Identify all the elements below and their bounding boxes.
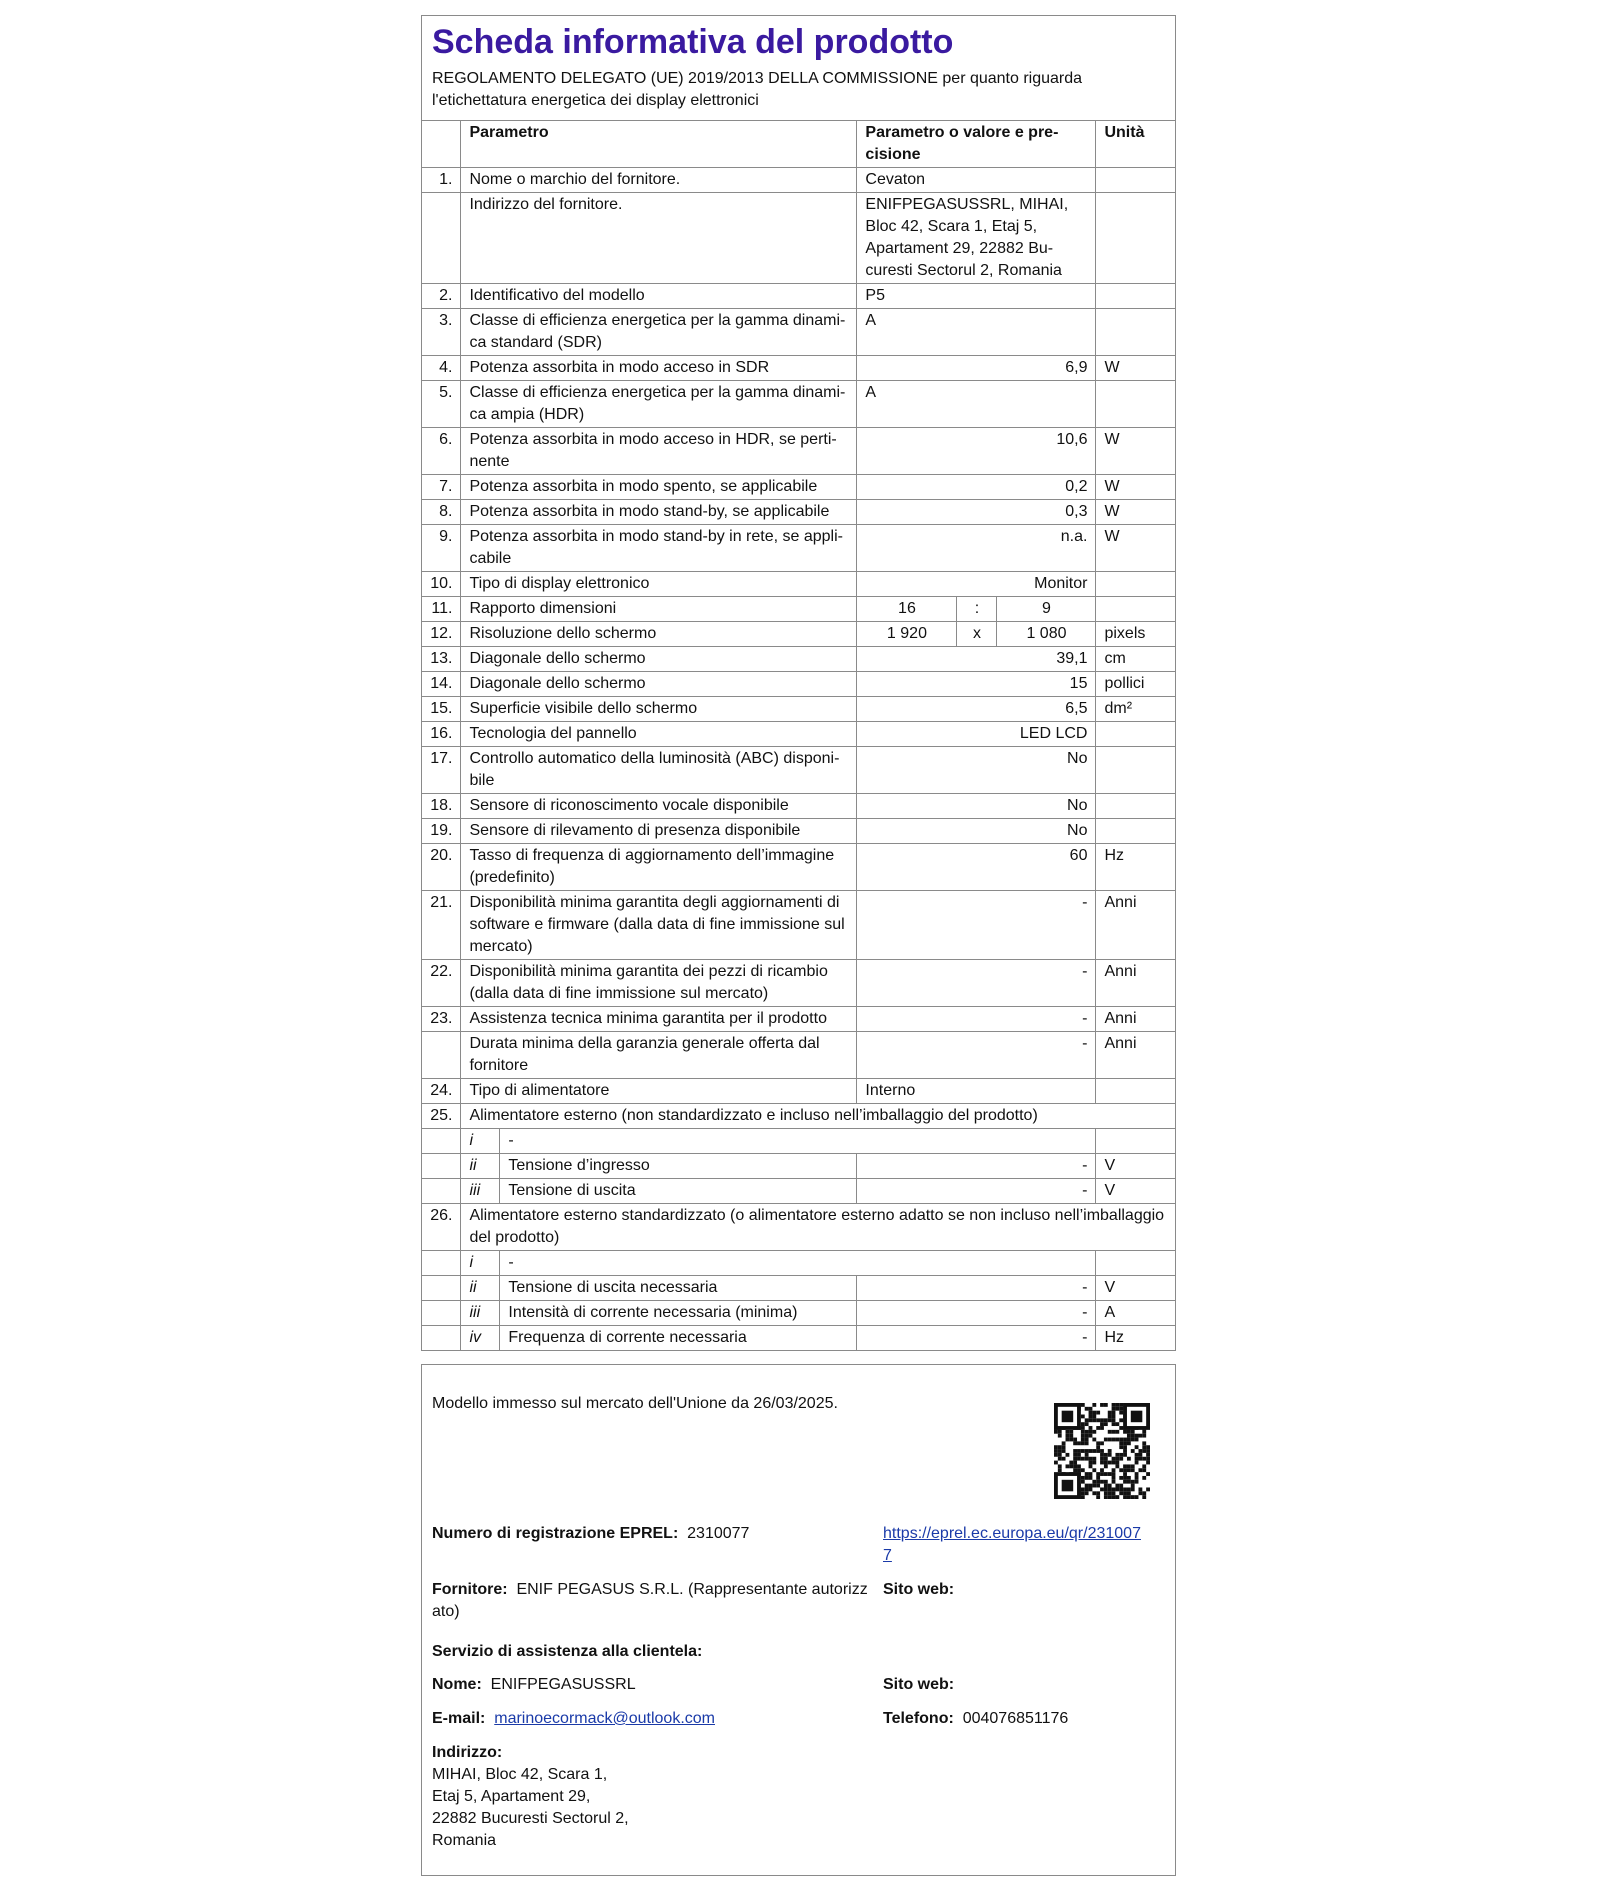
sub-unit: V [1096, 1154, 1175, 1179]
row-unit: dm² [1096, 697, 1175, 722]
table-subrow [422, 1276, 1175, 1301]
row-unit [1096, 794, 1175, 819]
row-label: Classe di efficienza energetica per la gamma dinamica ampia (HDR) [461, 381, 857, 428]
table-row [422, 193, 1175, 284]
sub-index: ii [461, 1154, 500, 1179]
address-line: Etaj 5, Apartament 29, [432, 1788, 591, 1805]
header-cell-num [422, 121, 461, 168]
table-row [422, 1032, 1175, 1079]
spec-box [421, 15, 1176, 1351]
row-unit: W [1096, 500, 1175, 525]
row-value: No [857, 747, 1096, 794]
sub-value: - [857, 1301, 1096, 1326]
table-subrow [422, 1179, 1175, 1204]
row-number: 10. [422, 572, 461, 597]
sub-index: iii [461, 1301, 500, 1326]
row-value: LED LCD [857, 722, 1096, 747]
sub-label: Tensione d’ingresso [500, 1154, 857, 1179]
row-unit: Anni [1096, 1007, 1175, 1032]
sub-unit [1096, 1251, 1175, 1276]
sub-index: iv [461, 1326, 500, 1351]
row-unit [1096, 747, 1175, 794]
row-unit [1096, 722, 1175, 747]
row-number: 26. [422, 1204, 461, 1251]
row-number: 2. [422, 284, 461, 309]
row-value: No [857, 819, 1096, 844]
row-number: 8. [422, 500, 461, 525]
row-label: Superficie visibile dello schermo [461, 697, 857, 722]
row-number: 14. [422, 672, 461, 697]
header-cell-value: Parametro o valore e precisione [857, 121, 1096, 168]
row-value: 10,6 [857, 428, 1096, 475]
name-value: ENIFPEGASUSSRL [490, 1676, 636, 1693]
row-label: Sensore di rilevamento di presenza disponibile [461, 819, 857, 844]
table-row [422, 672, 1175, 697]
row-number: 20. [422, 844, 461, 891]
row-label: Potenza assorbita in modo acceso in HDR, se pertinente [461, 428, 857, 475]
row-unit: cm [1096, 647, 1175, 672]
header-cell-param: Parametro [461, 121, 857, 168]
sub-index: i [461, 1251, 500, 1276]
table-row [422, 819, 1175, 844]
spec-table [422, 121, 1175, 1350]
row-number: 11. [422, 597, 461, 622]
sub-label: - [500, 1129, 1096, 1154]
row-label: Potenza assorbita in modo stand-by, se applicabile [461, 500, 857, 525]
row-value: P5 [857, 284, 1096, 309]
customer-service-label: Servizio di assistenza alla clientela: [432, 1643, 703, 1660]
sub-label: - [500, 1251, 1096, 1276]
row-number [422, 193, 461, 284]
row-value: - [857, 891, 1096, 960]
table-row [422, 722, 1175, 747]
row-unit [1096, 1079, 1175, 1104]
row-number: 25. [422, 1104, 461, 1129]
row-value: 0,2 [857, 475, 1096, 500]
row-label: Diagonale dello schermo [461, 672, 857, 697]
row-label: Risoluzione dello schermo [461, 622, 857, 647]
row-label: Identificativo del modello [461, 284, 857, 309]
sub-label: Tensione di uscita [500, 1179, 857, 1204]
sub-unit [1096, 1129, 1175, 1154]
row-unit: Anni [1096, 891, 1175, 960]
row-value: 0,3 [857, 500, 1096, 525]
table-row [422, 647, 1175, 672]
row-number: 17. [422, 747, 461, 794]
phone-label: Telefono: [883, 1710, 954, 1727]
row-unit [1096, 381, 1175, 428]
sub-unit: Hz [1096, 1326, 1175, 1351]
table-subrow [422, 1154, 1175, 1179]
row-number: 22. [422, 960, 461, 1007]
row-number [422, 1301, 461, 1326]
table-row [422, 284, 1175, 309]
row-value: A [857, 309, 1096, 356]
row-value: - [857, 960, 1096, 1007]
address-line: MIHAI, Bloc 42, Scara 1, [432, 1766, 608, 1783]
table-row [422, 500, 1175, 525]
row-label: Nome o marchio del fornitore. [461, 168, 857, 193]
sub-value: - [857, 1179, 1096, 1204]
table-header-row [422, 121, 1175, 168]
table-subrow [422, 1326, 1175, 1351]
service-email [432, 1708, 715, 1730]
supplier-label: Fornitore: [432, 1581, 508, 1598]
address-line: Romania [432, 1832, 497, 1849]
row-label: Potenza assorbita in modo stand-by in rete, se applicabile [461, 525, 857, 572]
row-value-b: 1 080 [997, 622, 1096, 647]
sub-unit: V [1096, 1276, 1175, 1301]
table-row [422, 747, 1175, 794]
email-label: E-mail: [432, 1710, 486, 1727]
row-value: Interno [857, 1079, 1096, 1104]
row-unit: Anni [1096, 1032, 1175, 1079]
row-number: 24. [422, 1079, 461, 1104]
sub-value: - [857, 1326, 1096, 1351]
table-row [422, 356, 1175, 381]
row-value: 6,9 [857, 356, 1096, 381]
row-value: No [857, 794, 1096, 819]
row-number: 7. [422, 475, 461, 500]
sub-index: i [461, 1129, 500, 1154]
row-unit [1096, 597, 1175, 622]
website2-label: Sito web: [883, 1676, 955, 1693]
row-number [422, 1251, 461, 1276]
supplier-info [432, 1579, 872, 1623]
row-label: Disponibilità minima garantita dei pezzi di ricambio (dalla data di fine immissione sul mercato) [461, 960, 857, 1007]
row-value-a: 16 [857, 597, 957, 622]
row-number: 15. [422, 697, 461, 722]
row-value: 15 [857, 672, 1096, 697]
row-value-sep: x [957, 622, 997, 647]
sub-label: Frequenza di corrente necessaria [500, 1326, 857, 1351]
table-row [422, 844, 1175, 891]
row-label: Assistenza tecnica minima garantita per il prodotto [461, 1007, 857, 1032]
service-phone [883, 1708, 1068, 1730]
row-number [422, 1326, 461, 1351]
row-unit: W [1096, 356, 1175, 381]
row-value: 60 [857, 844, 1096, 891]
row-number [422, 1154, 461, 1179]
table-row [422, 572, 1175, 597]
table-row [422, 525, 1175, 572]
table-row [422, 697, 1175, 722]
sub-label: Intensità di corrente necessaria (minima) [500, 1301, 857, 1326]
email-link[interactable]: marinoecormack@outlook.com [494, 1710, 715, 1727]
row-label: Potenza assorbita in modo spento, se applicabile [461, 475, 857, 500]
table-row [422, 891, 1175, 960]
row-unit [1096, 168, 1175, 193]
sub-value: - [857, 1276, 1096, 1301]
eprel-footer [421, 1364, 1176, 1876]
row-label: Controllo automatico della luminosità (ABC) disponibile [461, 747, 857, 794]
row-unit [1096, 572, 1175, 597]
row-label: Tipo di display elettronico [461, 572, 857, 597]
row-number: 4. [422, 356, 461, 381]
row-number: 18. [422, 794, 461, 819]
row-unit [1096, 819, 1175, 844]
table-subrow [422, 1129, 1175, 1154]
table-subrow [422, 1251, 1175, 1276]
row-number: 19. [422, 819, 461, 844]
supplier-value: ENIF PEGASUS S.R.L. (Rappresentante autorizz ato) [432, 1581, 868, 1620]
eprel-registration [432, 1523, 749, 1545]
address-label: Indirizzo: [432, 1744, 503, 1761]
row-value: A [857, 381, 1096, 428]
eprel-link-wrap [883, 1523, 1143, 1567]
row-unit [1096, 284, 1175, 309]
table-row [422, 428, 1175, 475]
sheet-header [422, 16, 1175, 121]
table-row [422, 794, 1175, 819]
table-row [422, 168, 1175, 193]
sub-label: Tensione di uscita necessaria [500, 1276, 857, 1301]
phone-value: 004076851176 [962, 1710, 1069, 1727]
row-unit: W [1096, 525, 1175, 572]
sub-index: ii [461, 1276, 500, 1301]
table-row [422, 381, 1175, 428]
row-value: 6,5 [857, 697, 1096, 722]
row-label: Tasso di frequenza di aggiornamento dell’immagine (predefinito) [461, 844, 857, 891]
address-line: 22882 Bucuresti Sectorul 2, [432, 1810, 629, 1827]
row-label: Disponibilità minima garantita degli aggiornamenti di software e firmware (dalla data di fine immissione sul mercato) [461, 891, 857, 960]
row-label: Diagonale dello schermo [461, 647, 857, 672]
row-value: - [857, 1007, 1096, 1032]
row-label: Alimentatore esterno standardizzato (o alimentatore esterno adatto se non incluso nell’imballaggio del prodotto) [461, 1204, 1175, 1251]
row-unit: Hz [1096, 844, 1175, 891]
row-unit [1096, 193, 1175, 284]
row-label: Sensore di riconoscimento vocale disponibile [461, 794, 857, 819]
row-label: Tipo di alimentatore [461, 1079, 857, 1104]
row-value: 39,1 [857, 647, 1096, 672]
table-row [422, 622, 1175, 647]
row-value-b: 9 [997, 597, 1096, 622]
row-label: Potenza assorbita in modo acceso in SDR [461, 356, 857, 381]
table-row [422, 1079, 1175, 1104]
market-date-text: Modello immesso sul mercato dell'Unione da 26/03/2025. [432, 1395, 838, 1412]
row-unit [1096, 309, 1175, 356]
eprel-label: Numero di registrazione EPREL: [432, 1525, 679, 1542]
row-value-sep: : [957, 597, 997, 622]
page-title: Scheda informativa del prodotto [432, 23, 954, 61]
row-number [422, 1276, 461, 1301]
row-unit: W [1096, 475, 1175, 500]
regulation-subtitle: REGOLAMENTO DELEGATO (UE) 2019/2013 DELLA COMMISSIONE per quanto riguarda l'etichettatura energetica dei display elettronici [432, 70, 1083, 109]
row-number: 23. [422, 1007, 461, 1032]
row-value-a: 1 920 [857, 622, 957, 647]
row-number: 21. [422, 891, 461, 960]
row-number: 12. [422, 622, 461, 647]
product-information-sheet [421, 15, 1176, 1876]
row-label: Classe di efficienza energetica per la gamma dinamica standard (SDR) [461, 309, 857, 356]
row-number [422, 1179, 461, 1204]
row-number [422, 1032, 461, 1079]
row-number: 13. [422, 647, 461, 672]
table-row [422, 960, 1175, 1007]
table-row [422, 1007, 1175, 1032]
row-value: Monitor [857, 572, 1096, 597]
row-unit: Anni [1096, 960, 1175, 1007]
eprel-number: 2310077 [687, 1525, 750, 1542]
row-number: 9. [422, 525, 461, 572]
table-subrow [422, 1301, 1175, 1326]
service-address [432, 1742, 629, 1852]
sub-unit: V [1096, 1179, 1175, 1204]
row-unit: pixels [1096, 622, 1175, 647]
website-label: Sito web: [883, 1581, 955, 1598]
row-label: Durata minima della garanzia generale offerta dal fornitore [461, 1032, 857, 1079]
row-number: 3. [422, 309, 461, 356]
row-label: Indirizzo del fornitore. [461, 193, 857, 284]
table-row [422, 597, 1175, 622]
table-row [422, 1204, 1175, 1251]
row-unit: pollici [1096, 672, 1175, 697]
sub-unit: A [1096, 1301, 1175, 1326]
qr-code-icon[interactable] [1054, 1403, 1150, 1499]
row-value: ENIFPEGASUSSRL, MIHAI, Bloc 42, Scara 1, Etaj 5, Apartament 29, 22882 Bucuresti Sectorul 2, Romania [857, 193, 1096, 284]
row-value: Cevaton [857, 168, 1096, 193]
row-number [422, 1129, 461, 1154]
row-value: - [857, 1032, 1096, 1079]
sub-value: - [857, 1154, 1096, 1179]
header-cell-unit: Unità [1096, 121, 1175, 168]
row-value: n.a. [857, 525, 1096, 572]
sub-index: iii [461, 1179, 500, 1204]
row-number: 6. [422, 428, 461, 475]
row-label: Rapporto dimensioni [461, 597, 857, 622]
service-name [432, 1674, 636, 1696]
name-label: Nome: [432, 1676, 482, 1693]
row-number: 16. [422, 722, 461, 747]
row-label: Alimentatore esterno (non standardizzato e incluso nell’imballaggio del prodotto) [461, 1104, 1175, 1129]
table-row [422, 1104, 1175, 1129]
eprel-link[interactable]: https://eprel.ec.europa.eu/qr/2310077 [883, 1525, 1141, 1564]
row-unit: W [1096, 428, 1175, 475]
row-number: 1. [422, 168, 461, 193]
table-row [422, 309, 1175, 356]
row-label: Tecnologia del pannello [461, 722, 857, 747]
row-number: 5. [422, 381, 461, 428]
table-row [422, 475, 1175, 500]
